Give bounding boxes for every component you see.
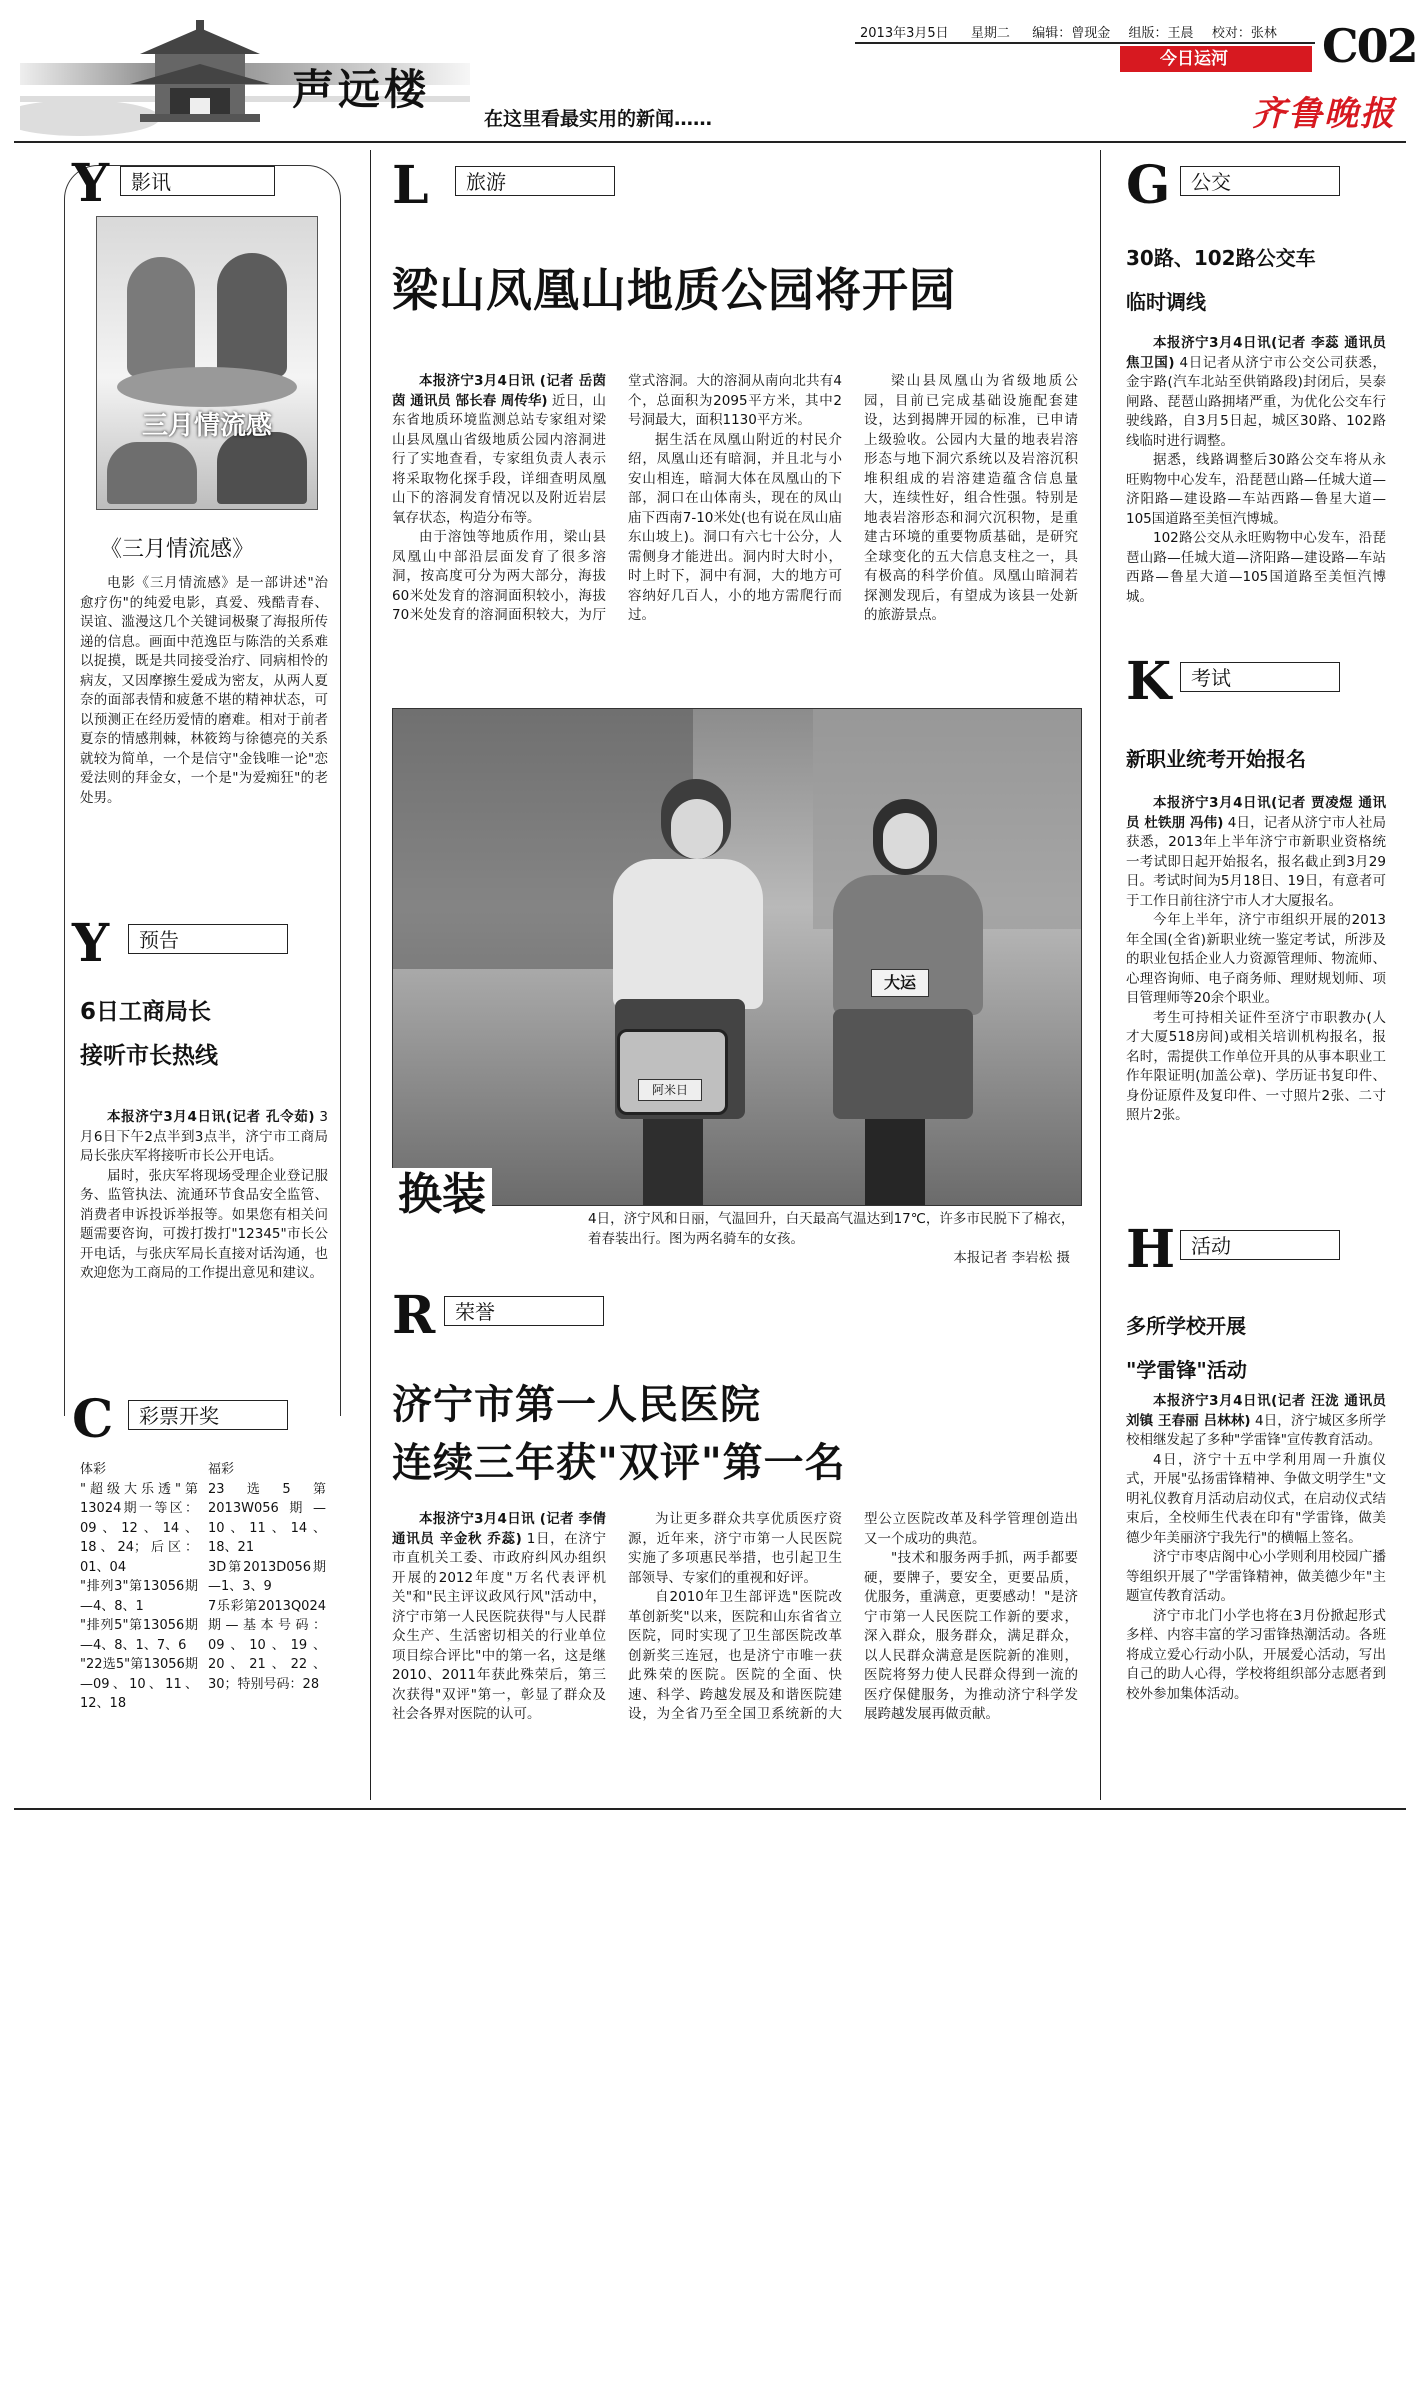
honor-headline: 济宁市第一人民医院 连续三年获"双评"第一名 (392, 1382, 846, 1486)
preview-text: 本报济宁3月4日讯(记者 孔令茹) 3月6日下午2点半到3点半，济宁市工商局局长张庆军将接听市长公开电话。 届时，张庆军将现场受理企业登记服务、监管执法、流通环节食品安全监管、消费者申诉投诉举报等。如果您有相关问题需要咨询，可拨打拨打"12345"市长公开电话，与张庆军局长直接对话沟通，也欢迎您为工商局的工作提出意见和建议。 (80, 1109, 329, 1281)
section-tag-lottery: 彩票开奖 (128, 1400, 288, 1430)
bike-sign: 大运 (871, 969, 929, 997)
newspaper-name: 齐鲁晚报 (1252, 94, 1396, 134)
bus-text: 本报济宁3月4日讯(记者 李蕊 通讯员 焦卫国) 4日记者从济宁市公交公司获悉，金宇路(汽车北站至供销路段)封闭后，吴泰闸路、琵琶山路拥堵严重，为优化公交车行驶线路，自3月5日起，城区30路、102路线临时进行调整。 据悉，线路调整后30路公交车将从永旺购物中心发车，沿琵琶山路—任城大道—济阳路—建设路—车站西路—鲁星大道—105国道路至美恒汽博城。 102路公交从永旺购物中心发车，沿琵琶山路—任城大道—济阳路—建设路—车站西路—鲁星大道—105国道路至美恒汽博城。 (1126, 335, 1387, 605)
section-tag-activity: 活动 (1180, 1230, 1340, 1260)
movie-poster (96, 216, 318, 510)
tourism-headline: 梁山凤凰山地质公园将开园 (392, 263, 956, 317)
weekday: 星期二 (970, 26, 1010, 41)
masthead (0, 0, 1417, 140)
section-tag-bus: 公交 (1180, 166, 1340, 196)
news-photo (392, 708, 1082, 1206)
slogan: 在这里看最实用的新闻…… (484, 108, 713, 130)
section-letter: Y (72, 913, 110, 974)
section-letter: L (392, 155, 429, 216)
poster-title: 三月情流感 (141, 411, 272, 441)
section-tag-honor: 荣誉 (444, 1296, 604, 1326)
section-tag-movie: 影讯 (120, 166, 275, 196)
photo-caption: 4日，济宁风和日丽，气温回升，白天最高气温达到17℃，许多市民脱下了棉衣，着春装出行。图为两名骑车的女孩。 本报记者 李岩松 摄 (588, 1211, 1075, 1266)
section-tag-tourism: 旅游 (455, 166, 615, 196)
section-tag-preview: 预告 (128, 924, 288, 954)
editor: 编辑：曾现金 (1032, 26, 1111, 41)
activity-text: 本报济宁3月4日讯(记者 汪泷 通讯员 刘镇 王春丽 吕林林) 4日，济宁城区多所学校相继发起了多种"学雷锋"宣传教育活动。 4日，济宁十五中学利用周一升旗仪式，开展"弘扬雷锋精神、争做文明学生"文明礼仪教育月活动启动仪式，在启动仪式结束后，全校师生代表在印有"学雷锋，做美德少年美丽济宁我先行"的横幅上签名。 济宁市枣店阁中心小学则利用校园广播等组织开展了"学雷锋精神，做美德少年"主题宣传教育活动。 济宁市北门小学也将在3月份掀起形式多样、内容丰富的学习雷锋热潮活动。各班将成立爱心行动小队，开展爱心活动，写出自己的助人心得，学校将组织部分志愿者到校外参加集体活动。 (1126, 1393, 1387, 1702)
lottery-col-welfare: 福彩 23选5第2013W056期—10、11、14、18、21 3D第2013D056期—1、3、9 7乐彩第2013Q024期—基本号码：09、10、19、20、21、22、30；特别号码：28 (208, 1462, 326, 1692)
photo-headline: 换装 (392, 1168, 492, 1222)
basket-sign: 阿米日 (638, 1079, 702, 1101)
exam-text: 本报济宁3月4日讯(记者 贾凌煜 通讯员 杜铁朋 冯伟) 4日，记者从济宁市人社局获悉，2013年上半年济宁市新职业资格统一考试即日起开始报名，报名截止到3月29日。考试时间为5月18日、19日，有意者可于工作日前往济宁市人才大厦报名。 今年上半年，济宁市组织开展的2013年全国(全省)新职业统一鉴定考试，所涉及的职业包括企业人力资源管理师、物流师、心理咨询师、电子商务师、理财规划师、项目管理师等20余个职业。 考生可持相关证件至济宁市职教办(人才大厦518房间)或相关培训机构报名，报名时，需提供工作单位开具的从事本职业工作年限证明(加盖公章)、学历证书复印件、身份证原件及复印件、一寸照片2张、二寸照片2张。 (1126, 795, 1387, 1123)
date: 2013年3月5日 (860, 26, 949, 41)
exam-headline: 新职业统考开始报名 (1126, 747, 1306, 771)
proofreader: 校对：张林 (1211, 26, 1277, 41)
layout-editor: 组版：王晨 (1128, 26, 1194, 41)
bus-headline: 30路、102路公交车 临时调线 (1126, 246, 1316, 314)
section-letter: C (72, 1389, 114, 1450)
section-letter: R (392, 1285, 436, 1346)
lottery-col-sports: 体彩 "超级大乐透"第13024期一等区：09、12、14、18、24；后区：01、04 "排列3"第13056期—4、8、1 "排列5"第13056期—4、8、1、7、6 "22选5"第13056期—09、10、11、12、18 (80, 1462, 198, 1711)
page-number: C02 (1322, 19, 1417, 73)
section-tag-exam: 考试 (1180, 662, 1340, 692)
activity-headline: 多所学校开展 "学雷锋"活动 (1126, 1314, 1247, 1382)
section-letter: H (1126, 1219, 1176, 1280)
column-title: 声远楼 (292, 65, 431, 114)
section-letter: K (1126, 651, 1172, 712)
section-letter: Y (72, 153, 110, 214)
bottom-rule (14, 1808, 1406, 1810)
movie-title: 《三月情流感》 (100, 537, 255, 562)
section-label: 今日运河 (1160, 49, 1228, 69)
honor-text: 本报济宁3月4日讯 (记者 李倩 通讯员 辛金秋 乔蕊) 1日，在济宁市直机关工委、市政府纠风办组织开展的2012年度"万名代表评机关"和"民主评议政风行风"活动中，济宁市第一人民医院获得"与人民群众生产、生活密切相关的行业单位项目综合评比"中的第一名，这是继2010、2011年获此殊荣后，第三次获得"双评"第一，彰显了群众及社会各界对医院的认可。 为让更多群众共享优质医疗资源，近年来，济宁市第一人民医院实施了多项惠民举措，也引起卫生部领导、专家们的重视和好评。 自2010年卫生部评选"医院改革创新奖"以来，医院和山东省省立医院，同时实现了卫生部医院改革创新奖三连冠，也是济宁市唯一获此殊荣的医院。医院的全面、快速、科学、跨越发展及和谐医院建设，为全省乃至全国卫系统新的大型公立医院改革及科学管理创造出又一个成功的典范。 "技术和服务两手抓，两手都要硬，要牌子，要安全，更要品质，优服务，重满意，更要感动！"是济宁市第一人民医院工作新的要求，深入群众，服务群众，满足群众，以人民群众满意是医院新的准则，医院将努力使人民群众得到一流的医疗保健服务，为推动济宁科学发展跨越发展再做贡献。 (392, 1511, 1078, 1722)
preview-headline: 6日工商局长 接听市长热线 (80, 999, 218, 1069)
movie-text: 电影《三月情流感》是一部讲述"治愈疗伤"的纯爱电影，真爱、残酷青春、误谊、滥漫这几个关键词极聚了海报所传递的信息。画面中范逸臣与陈浩的关系难以捉摸，既是共同接受治疗、同病相怜的病友，又因摩擦生爱成为密友，从两人夏奈的面部表情和疲惫不堪的精神状态，可以预测正在经历爱情的磨难。相对于前者夏奈的情感荆棘，林筱筠与徐德亮的关系就较为简单，一个是信守"金钱唯一论"恋爱法则的拜金女，一个是"为爱痴狂"的老处男。 (80, 575, 328, 806)
section-letter: G (1126, 155, 1171, 216)
masthead-meta (860, 22, 1277, 41)
tourism-text: 本报济宁3月4日讯 (记者 岳茵茵 通讯员 郜长春 周传华) 近日，山东省地质环境监测总站专家组对梁山县凤凰山省级地质公园内溶洞进行了实地查看，专家组负责人表示将采取物化探手段，详细查明凤凰山下的溶洞发育情况以及附近岩层氧存状态，构造分布等。 由于溶蚀等地质作用，梁山县凤凰山中部沿层面发育了很多溶洞，按高度可分为两大部分，海拔60米处发育的溶洞面积较小，海拔70米处发育的溶洞面积较大，为厅堂式溶洞。大的溶洞从南向北共有4个，总面积为2095平方米，其中2号洞最大，面积1130平方米。 据生活在凤凰山附近的村民介绍，凤凰山还有暗洞，并且北与小安山相连，暗洞大体在凤凰山的下部，洞口在山体南头，现在的凤山庙下西南7-10米处(也有说在凤山庙东山坡上)。洞口有六七十公分，人需侧身才能进出。洞内时大时小，时上时下，洞中有洞，大的地方可容纳好几百人，小的地方需爬行而过。 梁山县凤凰山为省级地质公园，目前已完成基础设施配套建设，达到揭牌开园的标准，已申请上级验收。公园内大量的地表岩溶形态与地下洞穴系统以及岩溶沉积堆积组成的岩溶建造蕴含信息量大，连续性好，组合性强。特别是地表岩溶形态和洞穴沉积物，是重建古环境的重要物质基础，是研究全球变化的五大信息支柱之一，具有极高的科学价值。凤凰山暗洞若探测发现后，有望成为该县一处新的旅游景点。 (392, 373, 1078, 623)
